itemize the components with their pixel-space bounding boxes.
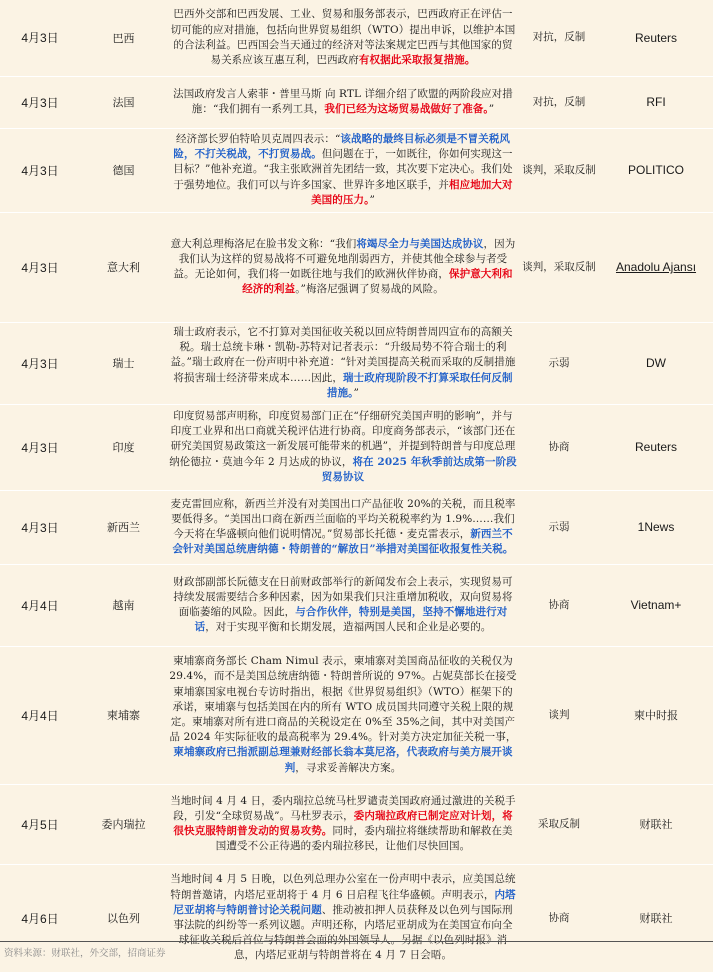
date-cell: 4月5日: [0, 784, 80, 864]
bottom-rule: [0, 941, 713, 942]
statement-cell: [167, 128, 519, 212]
highlighted-text: 内塔尼亚胡将与特朗普讨论关税问题: [173, 888, 516, 916]
source-cell: [599, 322, 713, 404]
statement-cell: [167, 322, 519, 404]
source-label: Reuters: [634, 30, 678, 45]
highlighted-text: 将在 2025 年秋季前达成第一阶段贸易协议: [321, 455, 517, 483]
table-row: [0, 490, 713, 564]
country-cell: 德国: [80, 128, 167, 212]
table-row: [0, 76, 713, 128]
measure-cell: 对抗，反制: [519, 0, 599, 76]
statement-text: 麦克雷回应称，新西兰并没有对美国出口产品征收 20%的关税，而且税率要低得多。“美国出口商在新西兰面临的平均关税税率约为 1.9%……我们今天将在华盛顿向他们说明情况。”贸易部长托德・麦克雷表示，: [170, 497, 516, 540]
country-cell: 新西兰: [80, 490, 167, 564]
highlighted-text: 相应地加大对美国的压力。: [311, 178, 513, 206]
source-label: 1News: [637, 520, 675, 534]
statement-cell: [167, 490, 519, 564]
statement-cell: [167, 864, 519, 972]
country-cell: 以色列: [80, 864, 167, 972]
source-cell: [599, 128, 713, 212]
measure-cell: 协商: [519, 864, 599, 972]
statement-text: ，因为我们认为这样的贸易战将不可避免地削弱西方，并使其他全球参与者受益。无论如何，我们将一如既往地与我们的欧洲伙伴协商，: [173, 237, 516, 280]
source-footer: 资料来源：财联社，外交部，招商证券: [4, 948, 166, 959]
table-row: [0, 0, 713, 76]
statement-text: ”: [488, 103, 495, 115]
highlighted-text: 新西兰不会针对美国总统唐纳德・特朗普的“解放日”举措对美国征收报复性关税。: [172, 528, 514, 556]
source-label: Reuters: [634, 440, 678, 454]
date-cell: 4月3日: [0, 404, 80, 490]
source-cell: [599, 864, 713, 972]
table-row: [0, 212, 713, 322]
measure-cell: 谈判: [519, 646, 599, 784]
country-cell: 瑞士: [80, 322, 167, 404]
statement-text: 当地时间 4 月 4 日，委内瑞拉总统马杜罗谴责美国政府通过激进的关税手段，引发“全球贸易战”。马杜罗表示，: [170, 794, 516, 822]
highlighted-text: 委内瑞拉政府已制定应对计划，将很快克服特朗普发动的贸易攻势。: [173, 809, 513, 837]
highlighted-text: 将竭尽全力与美国达成协议: [356, 237, 484, 250]
statement-text: ”: [369, 193, 375, 206]
source-label: 财联社: [639, 818, 673, 831]
source-label: 财联社: [639, 912, 673, 925]
source-cell: [599, 0, 713, 76]
source-cell: [599, 76, 713, 128]
source-cell: [599, 784, 713, 864]
measure-cell: 协商: [519, 564, 599, 646]
source-cell: [599, 646, 713, 784]
measure-cell: 示弱: [519, 322, 599, 404]
date-cell: 4月3日: [0, 322, 80, 404]
statement-text: 巴西外交部和巴西发展、工业、贸易和服务部表示，巴西政府正在评估一切可能的应对措施，包括向世界贸易组织（WTO）提出申诉，以维护本国的合法利益。巴西国会当天通过的经济对等法案规定巴西与其他国家的贸易关系应该互惠互利，巴西政府: [170, 8, 516, 66]
highlighted-text: 该战略的最终目标必须是不冒关税风险，不打关税战，不打贸易战。: [173, 132, 511, 161]
statement-cell: [167, 76, 519, 128]
statement-text: ，对于实现平衡和长期发展，造福两国人民和企业是必要的。: [205, 621, 492, 634]
country-cell: 印度: [80, 404, 167, 490]
table-row: [0, 784, 713, 864]
date-cell: 4月4日: [0, 646, 80, 784]
statement-text: 法国政府发言人索菲・普里马斯 向 RTL 详细介绍了欧盟的两阶段应对措施：“我们拥有一系列工具，: [173, 87, 513, 115]
statement-text: ”: [353, 386, 360, 399]
date-cell: 4月3日: [0, 490, 80, 564]
date-cell: 4月6日: [0, 864, 80, 972]
measure-cell: 对抗，反制: [519, 76, 599, 128]
table-row: [0, 564, 713, 646]
measure-cell: 示弱: [519, 490, 599, 564]
source-cell: [599, 490, 713, 564]
statement-text: 印度贸易部声明称，印度贸易部门正在“仔细研究美国声明的影响”，并与印度工业界和出口商就关税评估进行协商。印度商务部表示，“该部门还在研究美国贸易政策这一新发展可能带来的机遇”，并提到特朗普与印度总理纳伦德拉・莫迪今年 2 月达成的协议，: [169, 409, 516, 468]
statement-text: 经济部长罗伯特哈贝克周四表示：“: [175, 132, 341, 145]
country-cell: 委内瑞拉: [80, 784, 167, 864]
highlighted-text: 保护意大利和经济的利益: [242, 268, 513, 296]
table-row: [0, 128, 713, 212]
statement-text: 同时，委内瑞拉将继续帮助和解救在美国遭受不公正待遇的委内瑞拉移民，让他们尽快回国。: [215, 825, 513, 853]
highlighted-text: 有权据此采取报复措施。: [358, 53, 476, 66]
measure-cell: 协商: [519, 404, 599, 490]
date-cell: 4月3日: [0, 128, 80, 212]
statement-cell: [167, 212, 519, 322]
measure-cell: 谈判，采取反制: [519, 128, 599, 212]
statement-text: 但问题在于，一如既往，你如何实现这一目标？”他补充道。“我主张欧洲首先团结一致，其次要下定决心。我们处于强势地位。我们可以与许多国家、世界许多地区联手，并: [173, 148, 513, 191]
source-label: RFI: [646, 95, 666, 109]
measure-cell: 谈判，采取反制: [519, 212, 599, 322]
source-label: Vietnam+: [630, 598, 682, 612]
statement-text: 。”梅洛尼强调了贸易战的风险。: [295, 283, 444, 296]
table-row: [0, 646, 713, 784]
highlighted-text: 我们已经为这场贸易战做好了准备。: [324, 103, 489, 115]
date-cell: 4月4日: [0, 564, 80, 646]
measure-cell: 采取反制: [519, 784, 599, 864]
statement-cell: [167, 784, 519, 864]
table-row: [0, 322, 713, 404]
statement-text: 瑞士政府表示，它不打算对美国征收关税以回应特朗普周四宣布的高额关税。瑞士总统卡琳・凯勒-苏特对记者表示：“升级局势不符合瑞士的利益。”瑞士政府在一份声明中补充道：“针对美国提高关税而采取的反制措施将损害瑞士经济带来成本……因此，: [170, 325, 516, 384]
statement-text: 财政部副部长阮德支在日前财政部举行的新闻发布会上表示，实现贸易可持续发展需要结合多种因素，因为如果我们只注重增加税收，双向贸易将面临萎缩的风险。因此，: [173, 575, 513, 618]
statement-cell: [167, 0, 519, 76]
country-cell: 意大利: [80, 212, 167, 322]
highlighted-text: 柬埔寨政府已指派副总理兼财经部长翁本莫尼洛，代表政府与美方展开谈判: [173, 746, 513, 774]
country-cell: 柬埔寨: [80, 646, 167, 784]
statement-text: ，寻求妥善解决方案。: [295, 761, 402, 774]
statement-text: 、推动被扣押人员获释及以色列与国际刑事法院的纠纷等一系列议题。声明还称，内塔尼亚胡成为在美国宣布向全 息，内塔尼亚胡与特朗普将在 4 月 7 日会晤。: [173, 903, 513, 962]
highlighted-text: 瑞士政府现阶段不打算采取任何反制措施。: [326, 371, 513, 399]
source-label: 柬中时报: [634, 709, 678, 722]
source-label: POLITICO: [627, 163, 684, 177]
country-cell: 巴西: [80, 0, 167, 76]
source-cell: [599, 212, 713, 322]
statement-text: 当地时间 4 月 5 日晚，以色列总理办公室在一份声明中表示，应美国总统特朗普邀请，内塔尼亚胡将于 4 月 6 日启程飞往华盛顿。声明表示，: [170, 873, 516, 901]
highlighted-text: 与合作伙伴，特别是美国，坚持不懈地进行对话: [194, 606, 508, 634]
country-cell: 越南: [80, 564, 167, 646]
statement-text: 柬埔寨商务部长 Cham Nimul 表示，柬埔寨对美国商品征收的关税仅为 29.4%，而不是美国总统唐纳德・特朗普所说的 97%。占妮莫部长在接受柬埔寨国家电视台专访时指出，根据《世界贸易组织》（WTO）框架下的承诺，柬埔寨与包括美国在内的所有 WTO 成员国共同遵守关税上限的规定。柬埔寨对所有进口商品的关税设定在 0%至 35%之间，其中对美国产品 2024 年实际征收的最高税率为 29.4%。针对美方决定加征关税一事，: [169, 655, 517, 744]
source-cell: [599, 564, 713, 646]
statement-cell: [167, 564, 519, 646]
country-cell: 法国: [80, 76, 167, 128]
table-row: [0, 404, 713, 490]
date-cell: 4月3日: [0, 76, 80, 128]
date-cell: 4月3日: [0, 212, 80, 322]
date-cell: 4月3日: [0, 0, 80, 76]
source-label[interactable]: Anadolu Ajansı: [615, 260, 697, 274]
statement-cell: [167, 646, 519, 784]
statement-cell: [167, 404, 519, 490]
source-cell: [599, 404, 713, 490]
statement-text: 意大利总理梅洛尼在脸书发文称：“我们: [170, 237, 357, 250]
source-label: DW: [646, 356, 666, 370]
